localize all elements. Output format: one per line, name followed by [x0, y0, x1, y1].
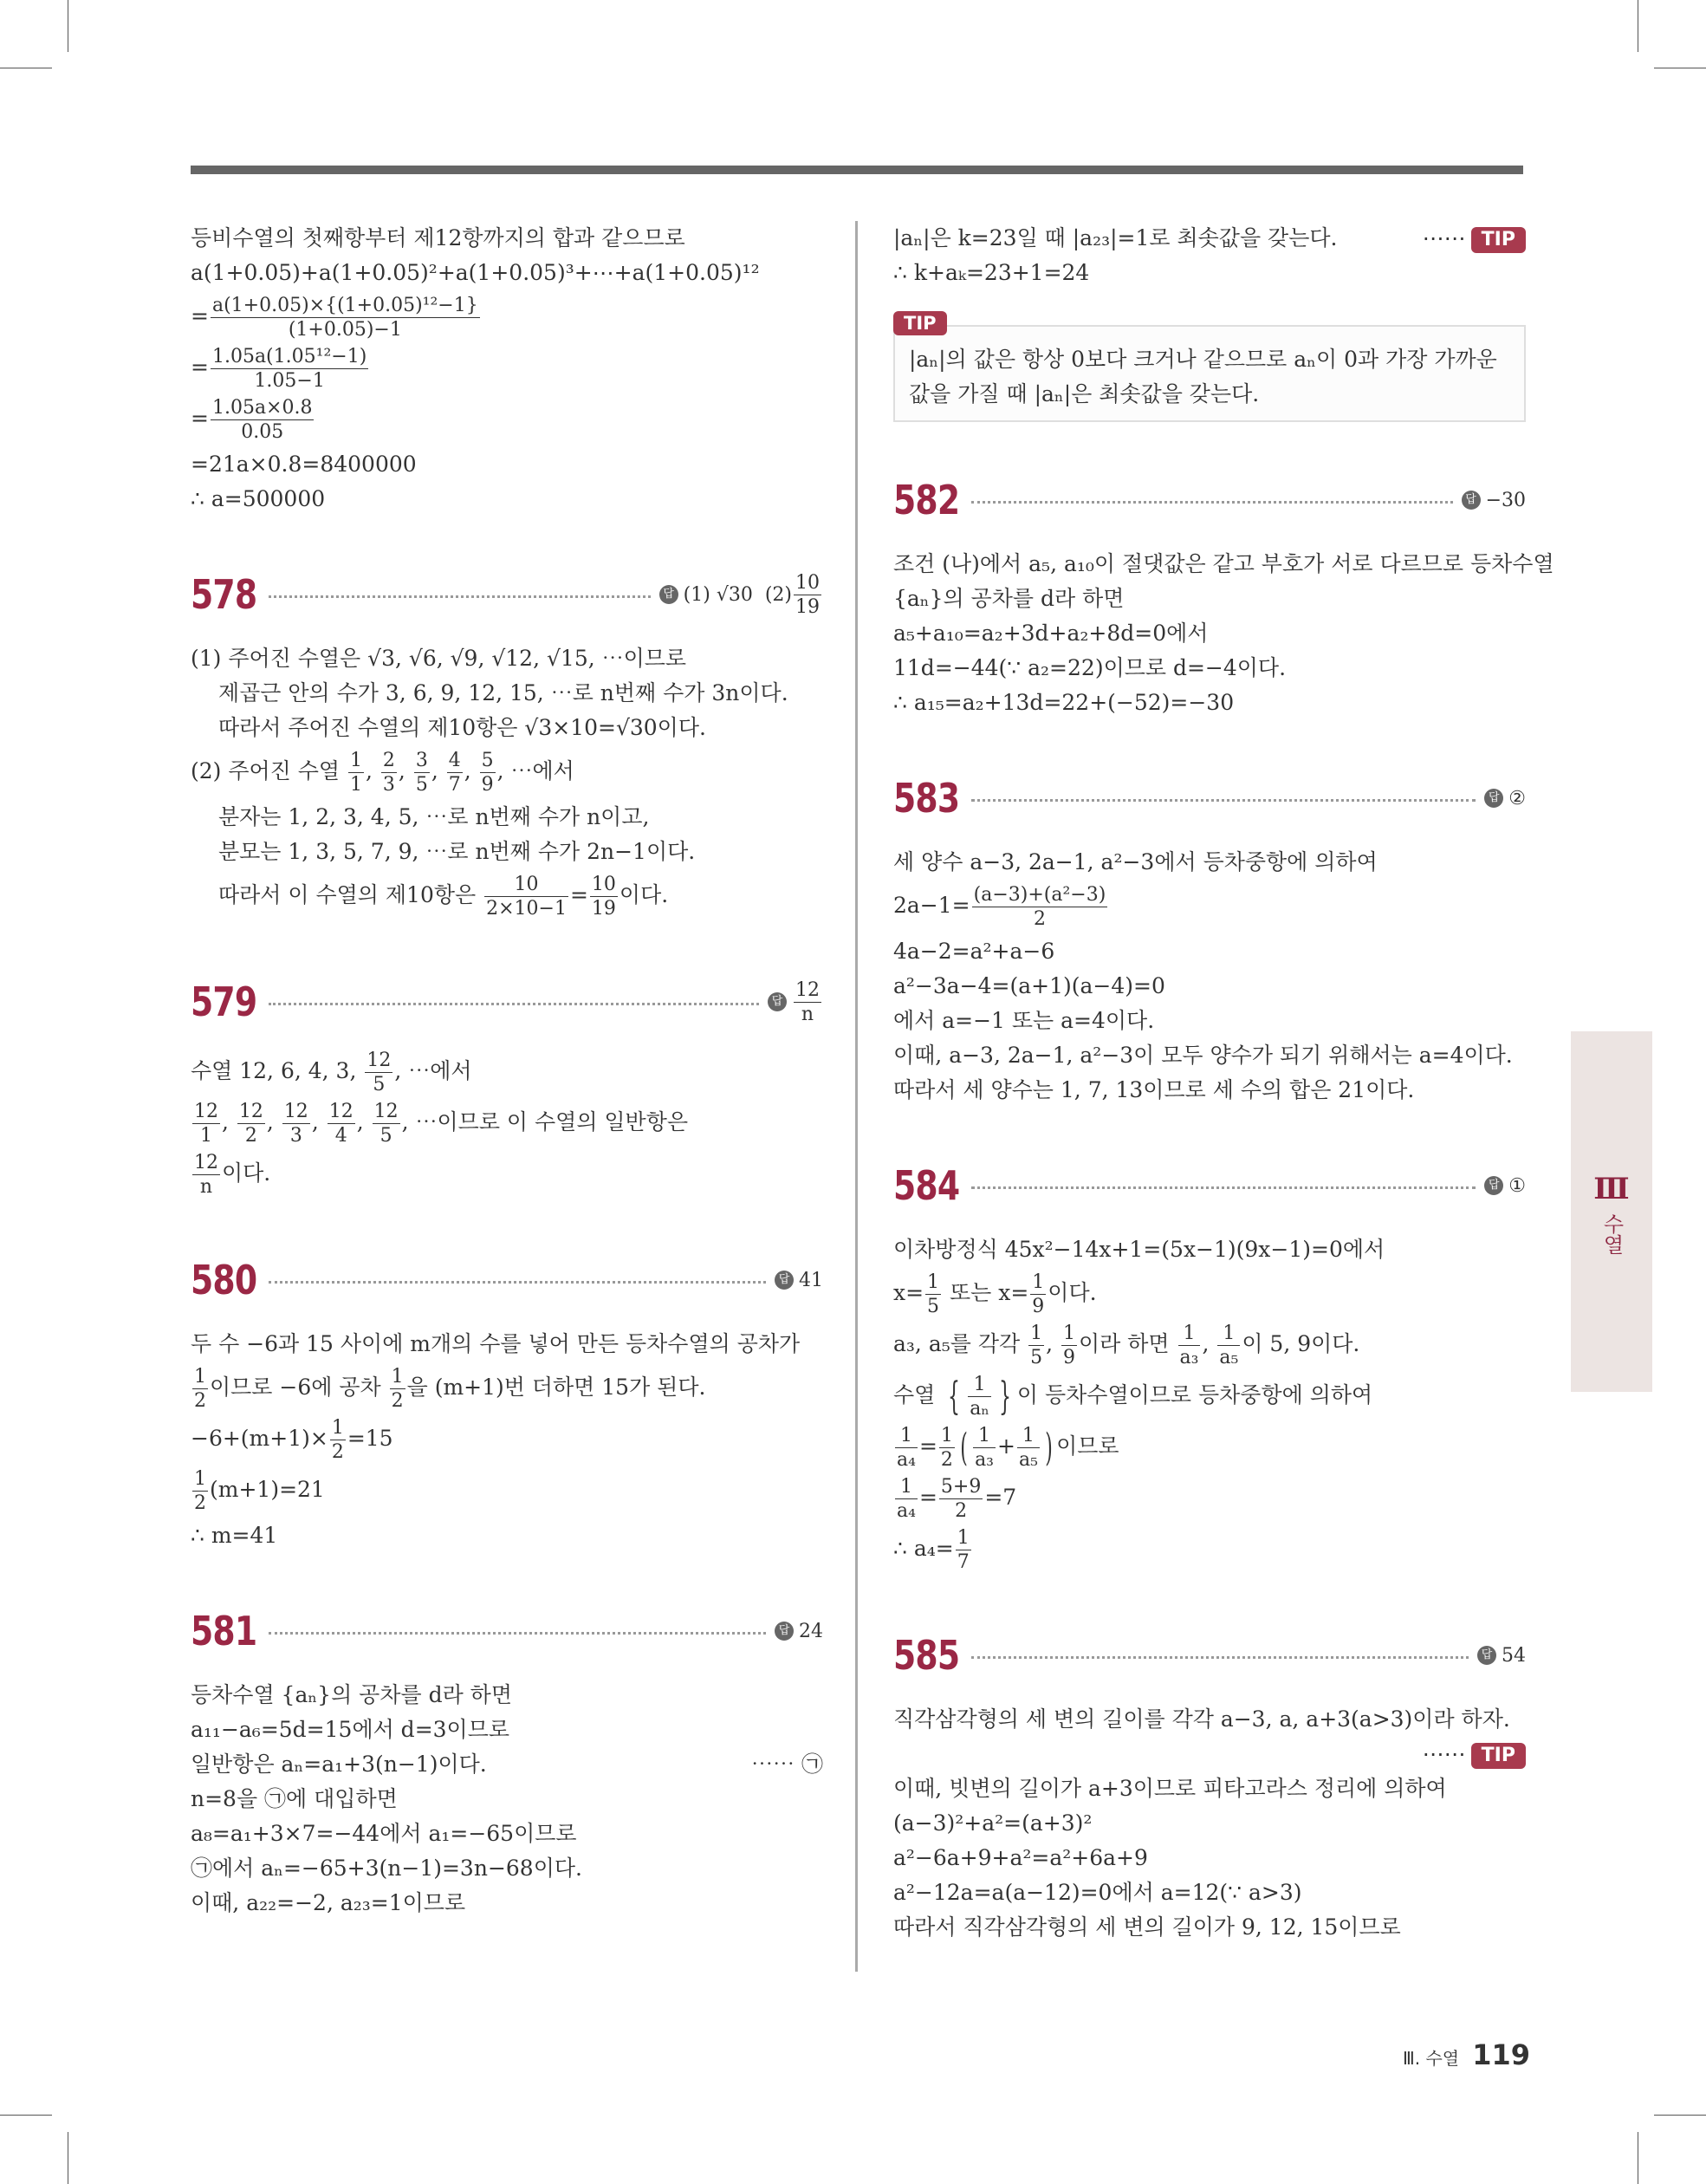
fraction: $\frac{12}{3}$ [283, 1101, 308, 1147]
text-line: 수열 12, 6, 4, 3, $\frac{12}{5}$ , ⋯에서 [191, 1050, 472, 1095]
answer [1462, 490, 1526, 511]
problem-581 [191, 1605, 823, 1921]
math-line: x= $\frac{1}{5}$ 또는 x= $\frac{1}{9}$ 이다. [893, 1271, 1097, 1317]
leader-dots [269, 1632, 766, 1635]
problem-number: 581 [191, 1608, 257, 1654]
answer [1477, 1645, 1526, 1667]
text-line: 따라서 이 수열의 제10항은 $\frac{10}{2\times 10-1}$ = $\frac{10}{19}$ 이다. [218, 874, 669, 920]
text-line: $\frac{12}{n}$ 이다. [194, 1152, 271, 1198]
answer-icon: 답 [1484, 789, 1503, 808]
fraction: $\frac{1.05a\times 0.8}{0.05}$ [211, 397, 313, 443]
answer-icon: 답 [1462, 491, 1481, 510]
math-line: 이때, a₂₂=−2, a₂₃=1이므로 [191, 1890, 466, 1915]
fraction: $\frac{\text{(a−3)+(a²−3)}}{2}$ [973, 884, 1106, 930]
text-line: 조건 (나)에서 a₅, a₁₀이 절댓값은 같고 부호가 서로 다르므로 등차수열 [893, 551, 1554, 576]
problem-579 [191, 976, 823, 1199]
text-line: $\frac{1}{2}$ 이므로 −6에 공차 $\frac{1}{2}$ 을 (m+1)번 더하면 15가 된다. [194, 1366, 706, 1412]
text-line: 분자는 1, 2, 3, 4, 5, ⋯로 n번째 수가 n이고, [218, 804, 650, 829]
math-line: a²−6a+9+a²=a²+6a+9 [893, 1845, 1148, 1870]
intro-left [191, 221, 823, 517]
fraction: $\frac{12}{1}$ [194, 1101, 218, 1147]
text-line: {aₙ}의 공차를 d라 하면 [893, 586, 1125, 611]
fraction: $\frac{1}{\text{a₄}}$ [897, 1476, 916, 1522]
problem-number: 580 [191, 1257, 257, 1303]
fraction: $\frac{12}{4}$ [328, 1101, 354, 1147]
math-line: = $\frac{1.05a\times 0.8}{0.05}$ [191, 397, 313, 443]
math-line: =21a×0.8=8400000 [191, 452, 417, 477]
text-line: |aₙ|의 값은 항상 0보다 크거나 같으므로 aₙ이 0과 가장 가까운 [909, 347, 1497, 372]
fraction: $\frac{10}{2\times 10-1}$ [486, 874, 567, 920]
tip-badge: TIP [1471, 1743, 1526, 1769]
section-label: Ⅲ. 수열 [1402, 2048, 1460, 2069]
answer-value: −30 [1485, 489, 1526, 511]
chapter-side-tab [1571, 1031, 1652, 1392]
chapter-numeral: Ⅲ [1593, 1172, 1630, 1206]
problem-578 [191, 569, 823, 920]
math-line: ㉠에서 aₙ=−65+3(n−1)=3n−68이다. [191, 1856, 582, 1881]
tip-badge: TIP [893, 311, 947, 335]
fraction: $\frac{1}{\text{a₄}}$ [897, 1425, 916, 1471]
math-line: 4a−2=a²+a−6 [893, 939, 1055, 964]
left-column [191, 221, 823, 1921]
answer-part: (2) [764, 583, 792, 606]
text-line: 값을 가질 때 |aₙ|은 최솟값을 갖는다. [909, 381, 1260, 406]
fraction: $\frac{5+9}{2}$ [940, 1476, 982, 1522]
fraction: $\frac{4}{7}$ [448, 750, 461, 796]
math-line: ∴ m=41 [191, 1523, 278, 1548]
answer-icon: 답 [775, 1271, 794, 1290]
chapter-label: 수열 [1599, 1213, 1624, 1255]
text-line: |aₙ|은 k=23일 때 |a₂₃|=1로 최솟값을 갖는다. ⋯⋯ TIP [893, 221, 1526, 256]
math-line: ∴ k+aₖ=23+1=24 [893, 260, 1090, 285]
fraction: $\frac{1}{\text{a₃}}$ [1179, 1323, 1199, 1368]
math-line: ∴ a₄= $\frac{1}{7}$ [893, 1527, 970, 1573]
text-line: $\frac{12}{1}$ , $\frac{12}{2}$ , $\frac{12}{3}$ , $\frac{12}{4}$ , $\frac{12}{5}$ , ⋯이므로 이 수열의 일반항은 [194, 1101, 689, 1147]
leader-dots [971, 799, 1476, 802]
fraction: $\frac{\text{a(1+0.05)×\{(1+0.05)¹²−1\}}}{(1+0.05)-1}$ [211, 295, 478, 341]
fraction: $\frac{1}{2}$ [194, 1366, 206, 1412]
problem-header [191, 569, 823, 621]
math-line: a₅+a₁₀=a₂+3d+a₂+8d=0에서 [893, 621, 1209, 646]
math-line: a²−3a−4=(a+1)(a−4)=0 [893, 973, 1165, 998]
problem-582 [893, 474, 1554, 720]
answer-icon: 답 [1484, 1176, 1503, 1195]
header-rule [191, 166, 1523, 174]
answer-icon: 답 [775, 1622, 794, 1641]
fraction: $\frac{\text{1.05a(1.05¹²−1)}}{1.05-1}$ [211, 346, 367, 392]
text-line: 따라서 주어진 수열의 제10항은 √3×10=√30이다. [218, 715, 706, 740]
problem-header [893, 1629, 1526, 1681]
problem-number: 583 [893, 775, 960, 822]
math-line: $\frac{1}{2}$ (m+1)=21 [194, 1468, 325, 1514]
answer [775, 1270, 823, 1291]
text-line: 따라서 세 양수는 1, 7, 13이므로 세 수의 합은 21이다. [893, 1077, 1415, 1102]
math-line: 2a−1= $\frac{\text{(a−3)+(a²−3)}}{2}$ [893, 884, 1106, 930]
fraction: $\frac{1}{\text{aₙ}}$ [970, 1374, 989, 1420]
leader-dots [971, 501, 1453, 504]
answer [1484, 1175, 1526, 1197]
problem-header [191, 1254, 823, 1306]
tip-reference: ⋯⋯ TIP [893, 1737, 1526, 1771]
fraction: $\frac{1}{2}$ [940, 1425, 953, 1471]
intro-right [893, 221, 1526, 422]
math-line: ∴ a₁₅=a₂+13d=22+(−52)=−30 [893, 690, 1235, 715]
fraction: $\frac{1}{9}$ [1032, 1271, 1045, 1317]
text-line: 등비수열의 첫째항부터 제12항까지의 합과 같으므로 [191, 225, 685, 250]
column-divider [855, 221, 858, 1972]
text-line: 제곱근 안의 수가 3, 6, 9, 12, 15, ⋯로 n번째 수가 3n이다. [218, 680, 788, 705]
math-line: = $\frac{\text{a(1+0.05)×\{(1+0.05)¹²−1\}}}{(1+0.05)-1}$ [191, 295, 478, 341]
math-line: a(1+0.05)+a(1+0.05)²+a(1+0.05)³+⋯+a(1+0.05)¹² [191, 260, 760, 285]
fraction: $\frac{1}{\text{a₃}}$ [975, 1425, 994, 1471]
fraction: $\frac{12}{5}$ [373, 1101, 399, 1147]
math-line: a₁₁−a₆=5d=15에서 d=3이므로 [191, 1717, 509, 1742]
text-line: 이때, 빗변의 길이가 a+3이므로 피타고라스 정리에 의하여 [893, 1776, 1447, 1801]
text-line: 이때, a−3, 2a−1, a²−3이 모두 양수가 되기 위해서는 a=4이다. [893, 1043, 1513, 1068]
problem-header [893, 772, 1526, 824]
leader-dots [269, 1281, 766, 1284]
fraction: $\frac{12}{n}$ [194, 1152, 218, 1198]
answer [659, 571, 823, 619]
problem-number: 585 [893, 1632, 960, 1679]
page-footer [1403, 2038, 1530, 2071]
fraction: $\frac{12}{2}$ [238, 1101, 263, 1147]
fraction: $\frac{1}{2}$ [391, 1366, 404, 1412]
problem-header [893, 474, 1526, 526]
problem-number: 578 [191, 571, 257, 618]
fraction: $\frac{1}{2}$ [331, 1417, 344, 1463]
math-line: 수열 { $\frac{1}{\text{aₙ}}$ } 이 등차수열이므로 등차중항에 의하여 [893, 1374, 1373, 1420]
problem-header [191, 1605, 823, 1657]
right-column [893, 221, 1554, 1945]
problem-580 [191, 1254, 823, 1553]
crop-mark [0, 2115, 52, 2116]
text-line: 분모는 1, 3, 5, 7, 9, ⋯로 n번째 수가 2n−1이다. [218, 839, 696, 864]
math-line: a₈=a₁+3×7=−44에서 a₁=−65이므로 [191, 1821, 577, 1846]
math-line: = $\frac{\text{1.05a(1.05¹²−1)}}{1.05-1}$ [191, 346, 367, 392]
text-line: (1) 주어진 수열은 √3, √6, √9, √12, √15, ⋯이므로 [191, 646, 687, 671]
fraction: $\frac{1}{9}$ [1063, 1323, 1076, 1368]
math-line: $\frac{1}{\text{a₄}}$ = $\frac{5+9}{2}$ =7 [897, 1476, 1017, 1522]
answer [768, 978, 823, 1026]
page-number: 119 [1472, 2038, 1530, 2071]
math-line: 이차방정식 45x²−14x+1=(5x−1)(9x−1)=0에서 [893, 1237, 1385, 1262]
text-line: n=8을 ㉠에 대입하면 [191, 1786, 398, 1811]
problem-number: 579 [191, 978, 257, 1025]
problem-number: 582 [893, 477, 960, 523]
fraction: $\frac{1}{2}$ [194, 1468, 206, 1514]
math-line: 에서 a=−1 또는 a=4이다. [893, 1008, 1155, 1033]
text-line: 따라서 직각삼각형의 세 변의 길이가 9, 12, 15이므로 [893, 1914, 1401, 1940]
fraction: $\frac{1}{\text{a₅}}$ [1018, 1425, 1038, 1471]
leader-dots [971, 1656, 1469, 1659]
problem-header [191, 976, 823, 1028]
answer-icon: 답 [1477, 1646, 1496, 1665]
fraction: $\frac{1}{5}$ [1030, 1323, 1043, 1368]
problem-583 [893, 772, 1526, 1108]
fraction: $\frac{10}{19}$ [591, 874, 616, 920]
math-line: (a−3)²+a²=(a+3)² [893, 1810, 1093, 1836]
leader-dots [971, 1186, 1476, 1189]
fraction: $\frac{12}{5}$ [366, 1050, 392, 1095]
text-line: 세 양수 a−3, 2a−1, a²−3에서 등차중항에 의하여 [893, 849, 1378, 874]
reference-mark: ⋯⋯ ㉠ [751, 1752, 823, 1777]
answer-value: 24 [799, 1620, 823, 1642]
answer [1484, 788, 1526, 809]
answer-value: 54 [1502, 1644, 1526, 1667]
answer-value: 41 [799, 1269, 823, 1291]
text-line: 두 수 −6과 15 사이에 m개의 수를 넣어 만든 등차수열의 공차가 [191, 1331, 801, 1356]
fraction: $\frac{1}{5}$ [927, 1271, 940, 1317]
problem-585 [893, 1629, 1526, 1945]
text-line: 등차수열 {aₙ}의 공차를 d라 하면 [191, 1682, 512, 1707]
problem-number: 584 [893, 1162, 960, 1209]
fraction: $\frac{1}{\text{a₅}}$ [1219, 1323, 1239, 1368]
text-line: (2) 주어진 수열 $\frac{1}{1}$ , $\frac{2}{3}$ , $\frac{3}{5}$ , $\frac{4}{7}$ , $\frac{5}{9}$ , ⋯에서 [191, 750, 574, 796]
tip-badge: TIP [1471, 227, 1526, 253]
fraction: $\frac{1}{1}$ [350, 750, 363, 796]
crop-mark [1654, 2115, 1706, 2116]
fraction: $\frac{2}{3}$ [382, 750, 395, 796]
leader-dots [269, 1003, 759, 1005]
answer [775, 1621, 823, 1642]
text-line: 직각삼각형의 세 변의 길이를 각각 a−3, a, a+3(a>3)이라 하자. [893, 1706, 1510, 1732]
fraction: $\frac{3}{5}$ [415, 750, 428, 796]
answer-icon: 답 [659, 585, 678, 604]
answer-icon: 답 [768, 992, 787, 1011]
math-line: a₃, a₅를 각각 $\frac{1}{5}$ , $\frac{1}{9}$ 이라 하면 $\frac{1}{\text{a₃}}$ , $\frac{1}{\text{a₅}}$ 이 5, 9이다. [893, 1323, 1360, 1368]
math-line: $\frac{1}{\text{a₄}}$ = $\frac{1}{2}$ ( $\frac{1}{\text{a₃}}$ + $\frac{1}{\text{a₅}}$ ) 이므로 [897, 1425, 1119, 1471]
tip-box [893, 313, 1526, 422]
fraction: $\frac{10}{19}$ [795, 571, 820, 618]
math-line: 11d=−44(∵ a₂=22)이므로 d=−4이다. [893, 655, 1287, 680]
math-line: a²−12a=a(a−12)=0에서 a=12(∵ a>3) [893, 1880, 1302, 1905]
answer-value: ② [1508, 787, 1526, 809]
answer-value: ① [1508, 1174, 1526, 1197]
math-line: 일반항은 aₙ=a₁+3(n−1)이다. ⋯⋯ ㉠ [191, 1747, 823, 1782]
problem-header [893, 1160, 1526, 1212]
answer-part: (1) √30 [683, 583, 753, 606]
math-line: −6+(m+1)× $\frac{1}{2}$ =15 [191, 1417, 393, 1463]
fraction: $\frac{1}{7}$ [957, 1527, 970, 1573]
leader-dots [269, 595, 651, 598]
fraction: $\frac{12}{n}$ [795, 978, 820, 1025]
fraction: $\frac{5}{9}$ [481, 750, 494, 796]
problem-584 [893, 1160, 1526, 1574]
math-line: ∴ a=500000 [191, 486, 326, 511]
